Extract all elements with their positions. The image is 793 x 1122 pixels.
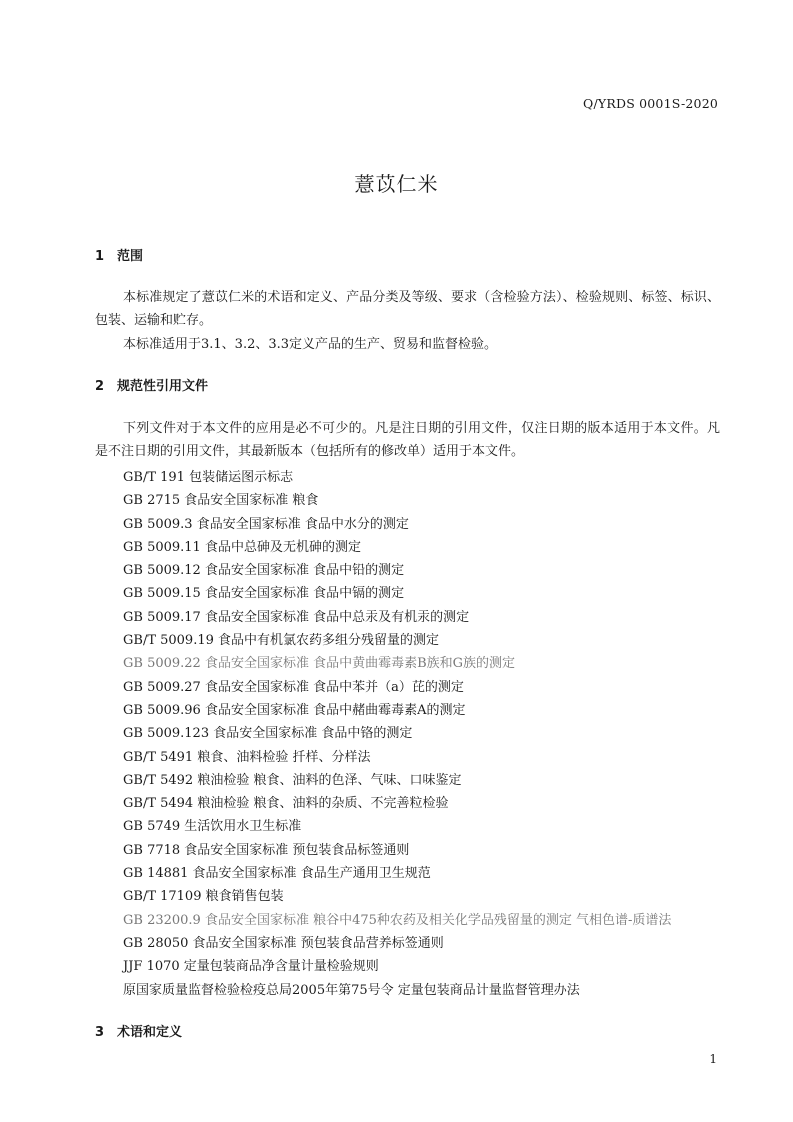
reference-item: GB/T 17109 粮食销售包装 (123, 889, 284, 905)
section-3-title: 术语和定义 (117, 1025, 183, 1040)
standard-code: Q/YRDS 0001S-2020 (583, 96, 718, 111)
section-2-number: 2 (95, 379, 105, 394)
reference-item: GB 5009.17 食品安全国家标准 食品中总汞及有机汞的测定 (123, 609, 470, 625)
reference-item: GB 5009.27 食品安全国家标准 食品中苯并（a）芘的测定 (123, 679, 464, 695)
reference-item: GB 2715 食品安全国家标准 粮食 (123, 493, 319, 509)
reference-item: GB 5009.15 食品安全国家标准 食品中镉的测定 (123, 586, 405, 602)
reference-item: GB 5009.123 食品安全国家标准 食品中铬的测定 (123, 726, 413, 742)
reference-item: GB 5009.22 食品安全国家标准 食品中黄曲霉毒素B族和G族的测定 (123, 656, 516, 672)
section-1-paragraph-1: 本标准规定了薏苡仁米的术语和定义、产品分类及等级、要求（含检验方法）、检验规则、标签、标识、包装、运输和贮存。 (95, 290, 720, 328)
document-title: 薏苡仁米 (354, 172, 439, 196)
reference-item: GB/T 5492 粮油检验 粮食、油料的色泽、气味、口味鉴定 (123, 772, 462, 788)
section-1-paragraph-2: 本标准适用于3.1、3.2、3.3定义产品的生产、贸易和监督检验。 (123, 337, 498, 352)
section-1-number: 1 (95, 249, 105, 264)
section-2-intro: 下列文件对于本文件的应用是必不可少的。凡是注日期的引用文件，仅注日期的版本适用于本文件。凡是不注日期的引用文件，其最新版本（包括所有的修改单）适用于本文件。 (95, 421, 720, 459)
reference-list (123, 466, 671, 1002)
reference-item: GB/T 5494 粮油检验 粮食、油料的杂质、不完善粒检验 (123, 796, 449, 812)
reference-item: GB 7718 食品安全国家标准 预包装食品标签通则 (123, 842, 410, 858)
page-number: 1 (709, 1052, 717, 1066)
reference-item: GB 5009.3 食品安全国家标准 食品中水分的测定 (123, 516, 409, 532)
reference-item: GB 5009.11 食品中总砷及无机砷的测定 (123, 539, 361, 555)
section-2-heading (95, 375, 208, 394)
reference-item: GB/T 191 包装储运图示标志 (123, 470, 294, 485)
section-1-title: 范围 (117, 249, 144, 264)
section-3-heading (95, 1021, 182, 1040)
reference-item: GB/T 5009.19 食品中有机氯农药多组分残留量的测定 (123, 633, 440, 649)
section-2-title: 规范性引用文件 (117, 379, 209, 394)
reference-item: GB 5009.96 食品安全国家标准 食品中赭曲霉毒素A的测定 (123, 702, 466, 718)
reference-item: JJF 1070 定量包装商品净含量计量检验规则 (123, 959, 379, 975)
reference-item: GB 5009.12 食品安全国家标准 食品中铅的测定 (123, 563, 405, 579)
reference-item: 原国家质量监督检验检疫总局2005年第75号令 定量包装商品计量监督管理办法 (123, 982, 580, 998)
reference-item: GB 23200.9 食品安全国家标准 粮谷中475种农药及相关化学品残留量的测定 气相色谱-质谱法 (123, 912, 672, 928)
reference-item: GB 5749 生活饮用水卫生标准 (123, 819, 302, 835)
reference-item: GB 14881 食品安全国家标准 食品生产通用卫生规范 (123, 866, 431, 882)
section-3-number: 3 (95, 1025, 105, 1040)
section-1-heading (95, 245, 143, 264)
reference-item: GB/T 5491 粮食、油料检验 扦样、分样法 (123, 749, 371, 765)
reference-item: GB 28050 食品安全国家标准 预包装食品营养标签通则 (123, 935, 444, 951)
